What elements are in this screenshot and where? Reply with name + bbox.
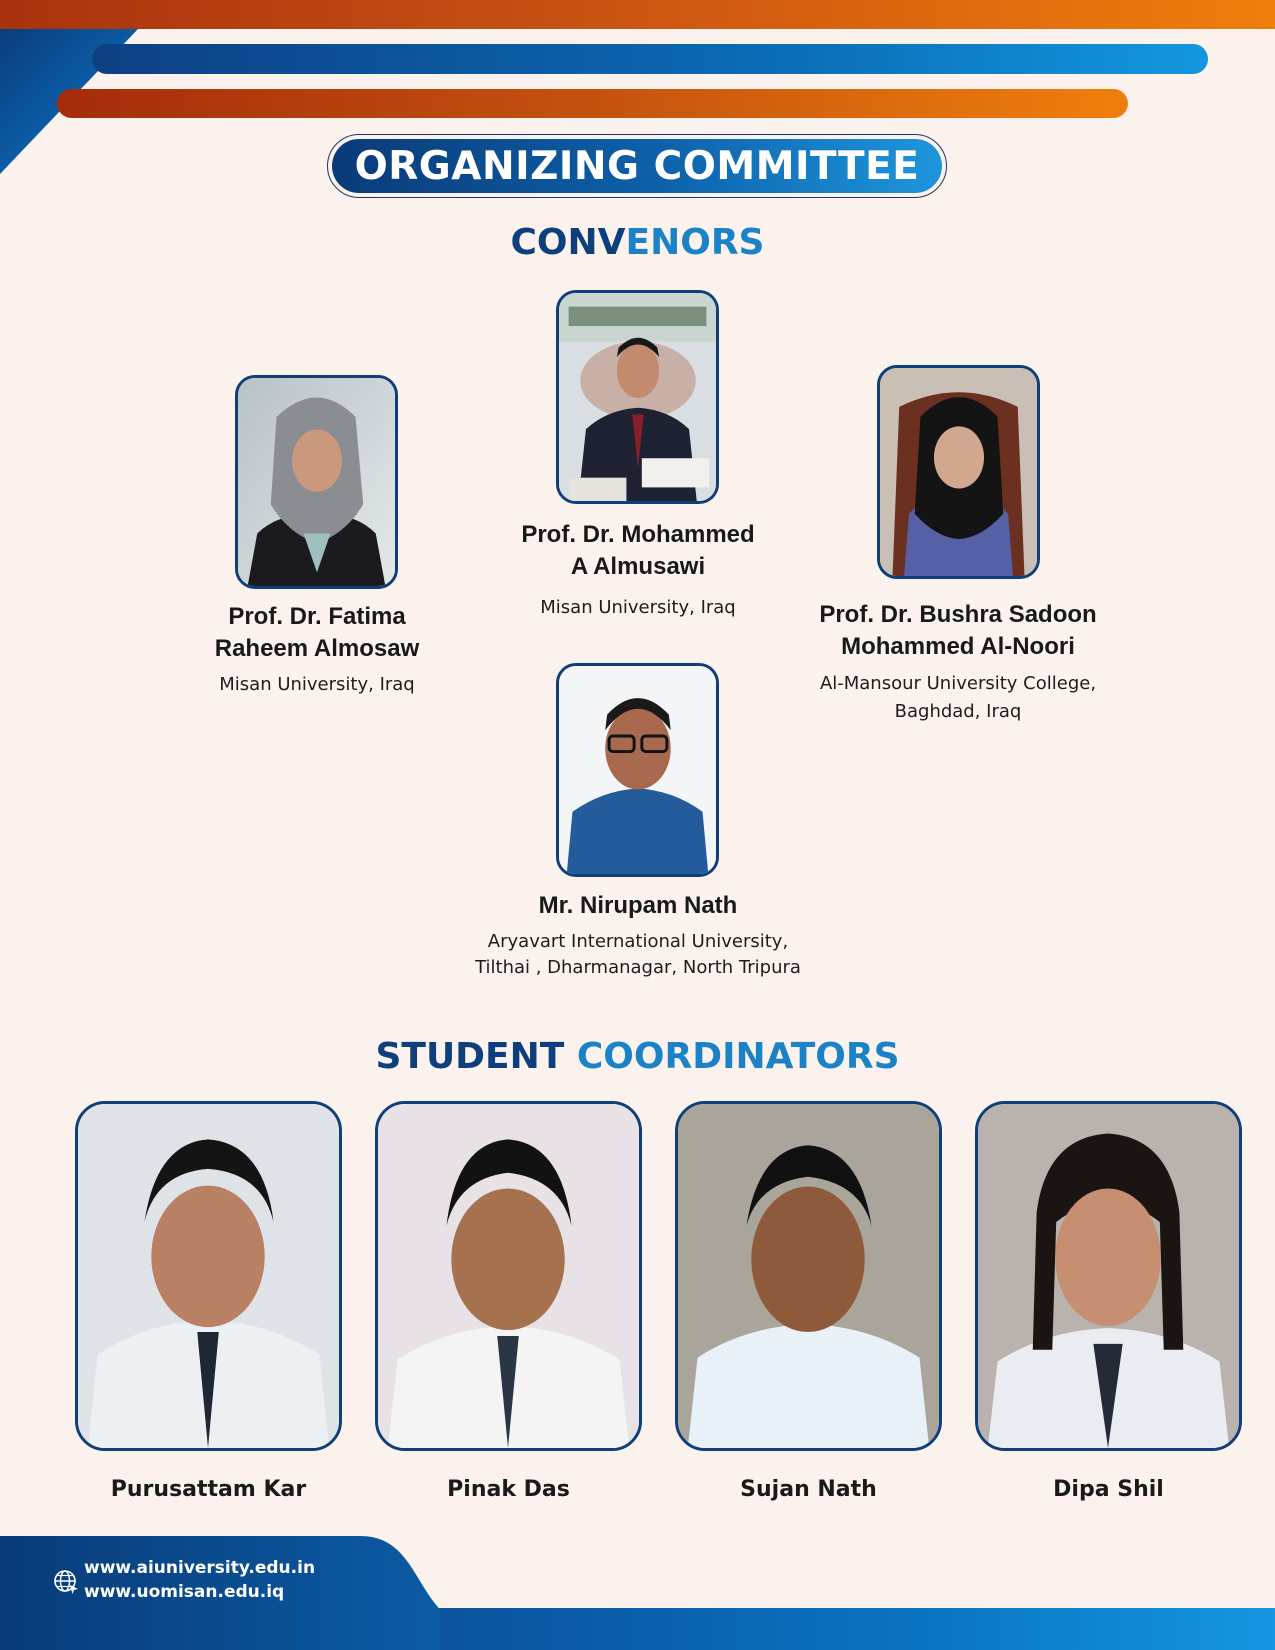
student-photo-dipa bbox=[975, 1101, 1242, 1451]
url-uomisan-link[interactable]: www.uomisan.edu.iq bbox=[84, 1582, 285, 1602]
convenor-affiliation-bushra: Al-Mansour University College, Baghdad, Iraq bbox=[819, 673, 1097, 722]
convenor-name-fatima: Prof. Dr. Fatima Raheem Almosaw bbox=[214, 603, 420, 662]
student-photo-pinak bbox=[375, 1101, 642, 1451]
convenor-photo-bushra bbox=[877, 365, 1040, 579]
convenor-affiliation-nirupam: Aryavart International University, Tilthai , Dharmanagar, North Tripura bbox=[475, 931, 801, 978]
convenor-name-bushra: Prof. Dr. Bushra Sadoon Mohammed Al-Noori bbox=[819, 601, 1097, 660]
blue-stripe-decoration bbox=[92, 44, 1208, 74]
footer-bar bbox=[400, 1608, 1275, 1650]
title-pill bbox=[332, 139, 942, 193]
convenor-name-nirupam: Mr. Nirupam Nath bbox=[538, 892, 738, 919]
url-aiuniversity-link[interactable]: www.aiuniversity.edu.in bbox=[84, 1558, 316, 1578]
convenors-heading: CONVENORS bbox=[510, 222, 765, 263]
student-name-sujan: Sujan Nath bbox=[740, 1477, 877, 1502]
page-title: ORGANIZING COMMITTEE bbox=[354, 143, 920, 189]
convenor-photo-nirupam bbox=[556, 663, 719, 877]
student-photo-sujan bbox=[675, 1101, 942, 1451]
title-pill-frame bbox=[327, 134, 947, 198]
footer-urls bbox=[84, 1556, 315, 1604]
convenor-affiliation-mohammed: Misan University, Iraq bbox=[540, 597, 736, 618]
orange-stripe-decoration bbox=[57, 89, 1128, 118]
convenor-photo-fatima bbox=[235, 375, 398, 589]
top-orange-bar bbox=[0, 0, 1275, 29]
globe-icon bbox=[53, 1569, 79, 1595]
student-coordinators-heading: STUDENT COORDINATORS bbox=[375, 1036, 900, 1077]
student-name-dipa: Dipa Shil bbox=[1053, 1477, 1164, 1502]
student-name-purusattam: Purusattam Kar bbox=[110, 1477, 307, 1502]
convenor-affiliation-fatima: Misan University, Iraq bbox=[219, 674, 415, 695]
student-name-pinak: Pinak Das bbox=[447, 1477, 570, 1502]
convenor-name-mohammed: Prof. Dr. Mohammed A Almusawi bbox=[521, 521, 755, 580]
student-photo-purusattam bbox=[75, 1101, 342, 1451]
convenor-photo-mohammed bbox=[556, 290, 719, 504]
